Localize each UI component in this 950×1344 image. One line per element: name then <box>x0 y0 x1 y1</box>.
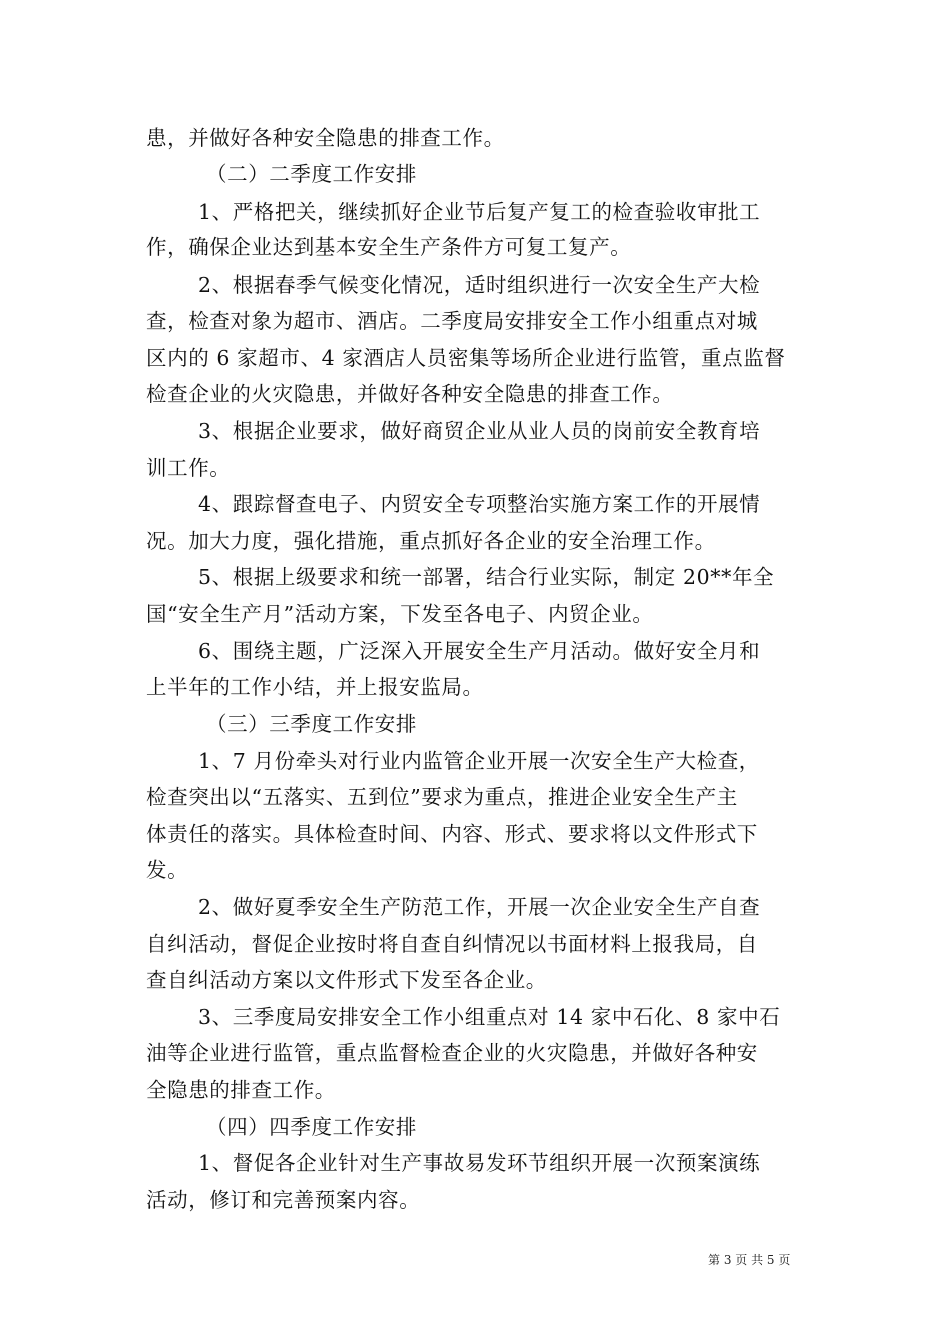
body-text-line: 油等企业进行监管，重点监督检查企业的火灾隐患，并做好各种安 <box>146 1041 758 1065</box>
body-text-line: 3、三季度局安排安全工作小组重点对 14 家中石化、8 家中石 <box>198 1005 781 1029</box>
body-text-line: 3、根据企业要求，做好商贸企业从业人员的岗前安全教育培 <box>198 419 761 443</box>
page-number-footer: 第 3 页 共 5 页 <box>708 1253 791 1267</box>
body-text-line: 体责任的落实。具体检查时间、内容、形式、要求将以文件形式下 <box>146 822 758 846</box>
body-text-line: 检查企业的火灾隐患，并做好各种安全隐患的排查工作。 <box>146 382 674 406</box>
body-text-line: 1、严格把关，继续抓好企业节后复产复工的检查验收审批工 <box>198 200 761 224</box>
body-text-line: 全隐患的排查工作。 <box>146 1078 336 1102</box>
body-text-line: 训工作。 <box>146 456 231 480</box>
body-text-line: 查自纠活动方案以文件形式下发至各企业。 <box>146 968 547 992</box>
body-text-line: 区内的 6 家超市、4 家酒店人员密集等场所企业进行监管，重点监督 <box>146 346 786 370</box>
body-text-line: 4、跟踪督查电子、内贸安全专项整治实施方案工作的开展情 <box>198 492 761 516</box>
section-heading-q4: （四）四季度工作安排 <box>206 1115 417 1139</box>
body-text-line: 上半年的工作小结，并上报安监局。 <box>146 675 484 699</box>
body-text-line: 自纠活动，督促企业按时将自查自纠情况以书面材料上报我局，自 <box>146 932 758 956</box>
body-text-line: 况。加大力度，强化措施，重点抓好各企业的安全治理工作。 <box>146 529 716 553</box>
body-text-line: 2、做好夏季安全生产防范工作，开展一次企业安全生产自查 <box>198 895 761 919</box>
section-heading-q3: （三）三季度工作安排 <box>206 712 417 736</box>
body-text-line: 活动，修订和完善预案内容。 <box>146 1188 421 1212</box>
body-text-line: 5、根据上级要求和统一部署，结合行业实际，制定 20**年全 <box>198 565 775 589</box>
body-text-line: 6、围绕主题，广泛深入开展安全生产月活动。做好安全月和 <box>198 639 761 663</box>
body-text-line: 1、7 月份牵头对行业内监管企业开展一次安全生产大检查， <box>198 749 760 773</box>
body-text-line: 1、督促各企业针对生产事故易发环节组织开展一次预案演练 <box>198 1151 761 1175</box>
body-text-line: 患，并做好各种安全隐患的排查工作。 <box>146 126 505 150</box>
body-text-line: 发。 <box>146 858 189 882</box>
body-text-line: 查，检查对象为超市、酒店。二季度局安排安全工作小组重点对城 <box>146 309 758 333</box>
body-text-line: 国“安全生产月”活动方案，下发至各电子、内贸企业。 <box>146 602 654 626</box>
section-heading-q2: （二）二季度工作安排 <box>206 162 417 186</box>
body-text-line: 2、根据春季气候变化情况，适时组织进行一次安全生产大检 <box>198 273 761 297</box>
body-text-line: 检查突出以“五落实、五到位”要求为重点，推进企业安全生产主 <box>146 785 738 809</box>
body-text-line: 作，确保企业达到基本安全生产条件方可复工复产。 <box>146 235 632 259</box>
